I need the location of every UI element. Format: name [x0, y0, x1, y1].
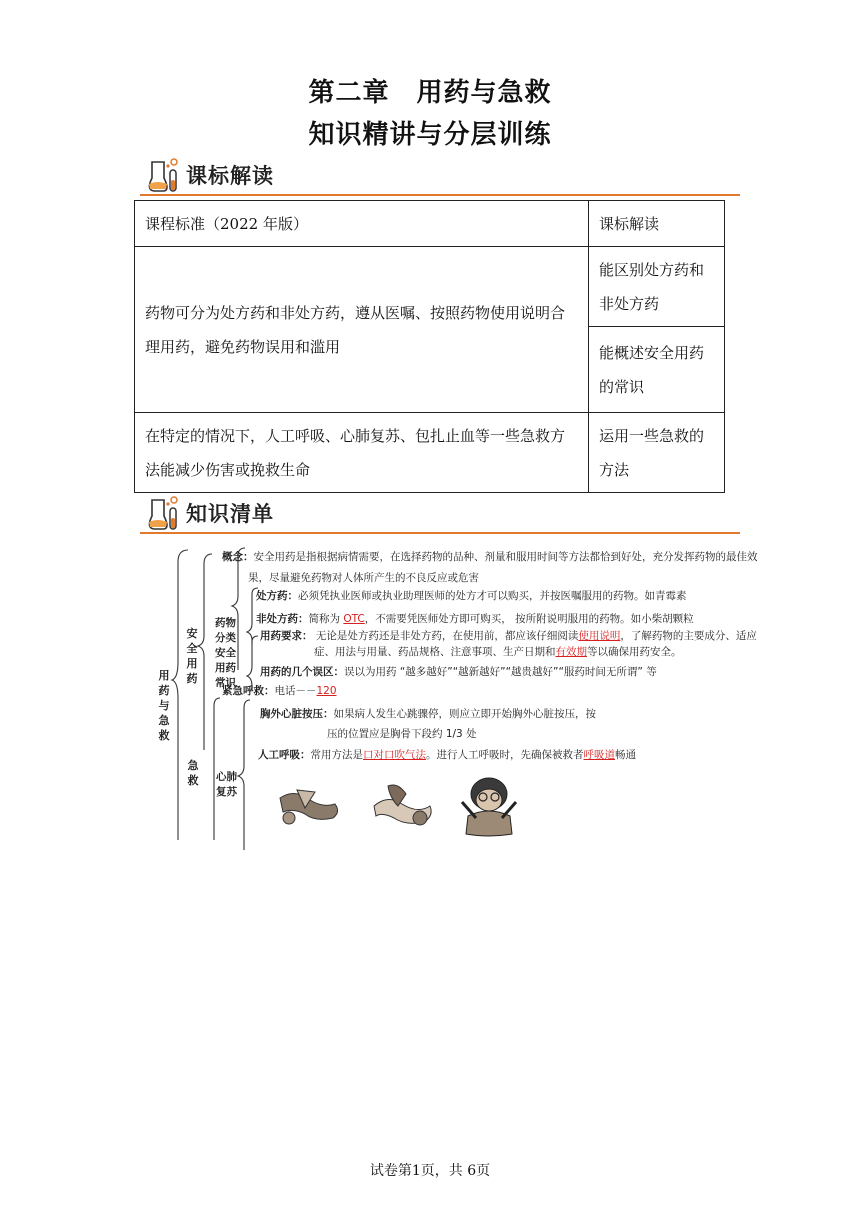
branch-safe-medication: 安全用药 [186, 627, 198, 685]
table-cell-standard: 药物可分为处方药和非处方药，遵从医嘱、按照药物使用说明合理用药，避免药物误用和滥用 [135, 247, 589, 413]
section-label: 课标解读 [186, 164, 274, 188]
sub-safe-medication-common-sense: 安全用药常识 [215, 647, 236, 689]
medication-requirement-line-2: 症、用法与用量、药品规格、注意事项、生产日期和有效期等以确保用药安全。 [314, 646, 682, 658]
flask-icon [144, 156, 182, 194]
branch-first-aid: 急救 [187, 759, 199, 787]
table-cell-interpretation: 运用一些急救的方法 [589, 413, 725, 493]
sub-drug-classification: 药物分类 [215, 617, 236, 644]
chest-compression-line: 胸外心脏按压：如果病人发生心跳骤停，则应立即开始胸外心脏按压，按 [260, 708, 596, 720]
section-divider [140, 194, 740, 196]
concept-line: 概念：安全用药是指根据病情需要，在选择药物的品种、剂量和服用时间等方法都恰到好处，充分发挥药物的最佳效 [222, 551, 758, 563]
section-label: 知识清单 [186, 502, 274, 526]
mouth-to-mouth-illustration [458, 772, 520, 838]
emergency-call-line: 紧急呼救：电话－－120 [222, 685, 337, 697]
concept-line-2: 果，尽量避免药物对人体所产生的不良反应或危害 [248, 572, 479, 584]
section-divider [140, 532, 740, 534]
mindmap-root: 用药与急救 [158, 669, 170, 742]
curriculum-table [134, 200, 725, 493]
otc-drug-line: 非处方药：简称为 OTC，不需要凭医师处方即可购买， 按所附说明服用的药物。如小柴胡颗粒 [256, 613, 694, 625]
sub-cpr: 心肺复苏 [216, 771, 237, 798]
section-header-knowledge [140, 494, 740, 534]
table-header-standard: 课程标准（2022 年版） [135, 201, 589, 247]
page-subtitle: 知识精讲与分层训练 [308, 120, 552, 150]
page-footer: 试卷第1页，共 6页 [369, 1163, 491, 1179]
table-cell-interpretation: 能概述安全用药的常识 [589, 327, 725, 413]
rx-drug-line: 处方药：必须凭执业医师或执业助理医师的处方才可以购买，并按医嘱服用的药物。如青霉素 [256, 590, 687, 602]
table-cell-interpretation: 能区别处方药和非处方药 [589, 247, 725, 327]
rescue-breathing-line: 人工呼吸：常用方法是口对口吹气法。进行人工呼吸时，先确保被救者呼吸道畅通 [258, 749, 636, 761]
section-header-standards [140, 156, 740, 196]
chapter-title: 第二章 用药与急救 [308, 78, 552, 108]
airway-clearing-illustration [368, 776, 438, 834]
flask-icon [144, 494, 182, 532]
table-header-row [135, 201, 725, 247]
knowledge-mindmap [150, 540, 770, 850]
medication-requirement-line: 用药要求： 无论是处方药还是非处方药，在使用前，都应该仔细阅读使用说明，了解药物的主要成分、适应 [260, 630, 757, 642]
table-header-interpretation: 课标解读 [589, 201, 725, 247]
table-row [135, 413, 725, 493]
table-row [135, 247, 725, 327]
misconceptions-line: 用药的几个误区：误以为用药 “越多越好”“越新越好”“越贵越好”“服药时间无所谓” 等 [260, 666, 657, 678]
chest-compression-illustration [275, 778, 345, 833]
chest-compression-line-2: 压的位置应是胸骨下段约 1/3 处 [327, 728, 477, 740]
table-cell-standard: 在特定的情况下，人工呼吸、心肺复苏、包扎止血等一些急救方法能减少伤害或挽救生命 [135, 413, 589, 493]
